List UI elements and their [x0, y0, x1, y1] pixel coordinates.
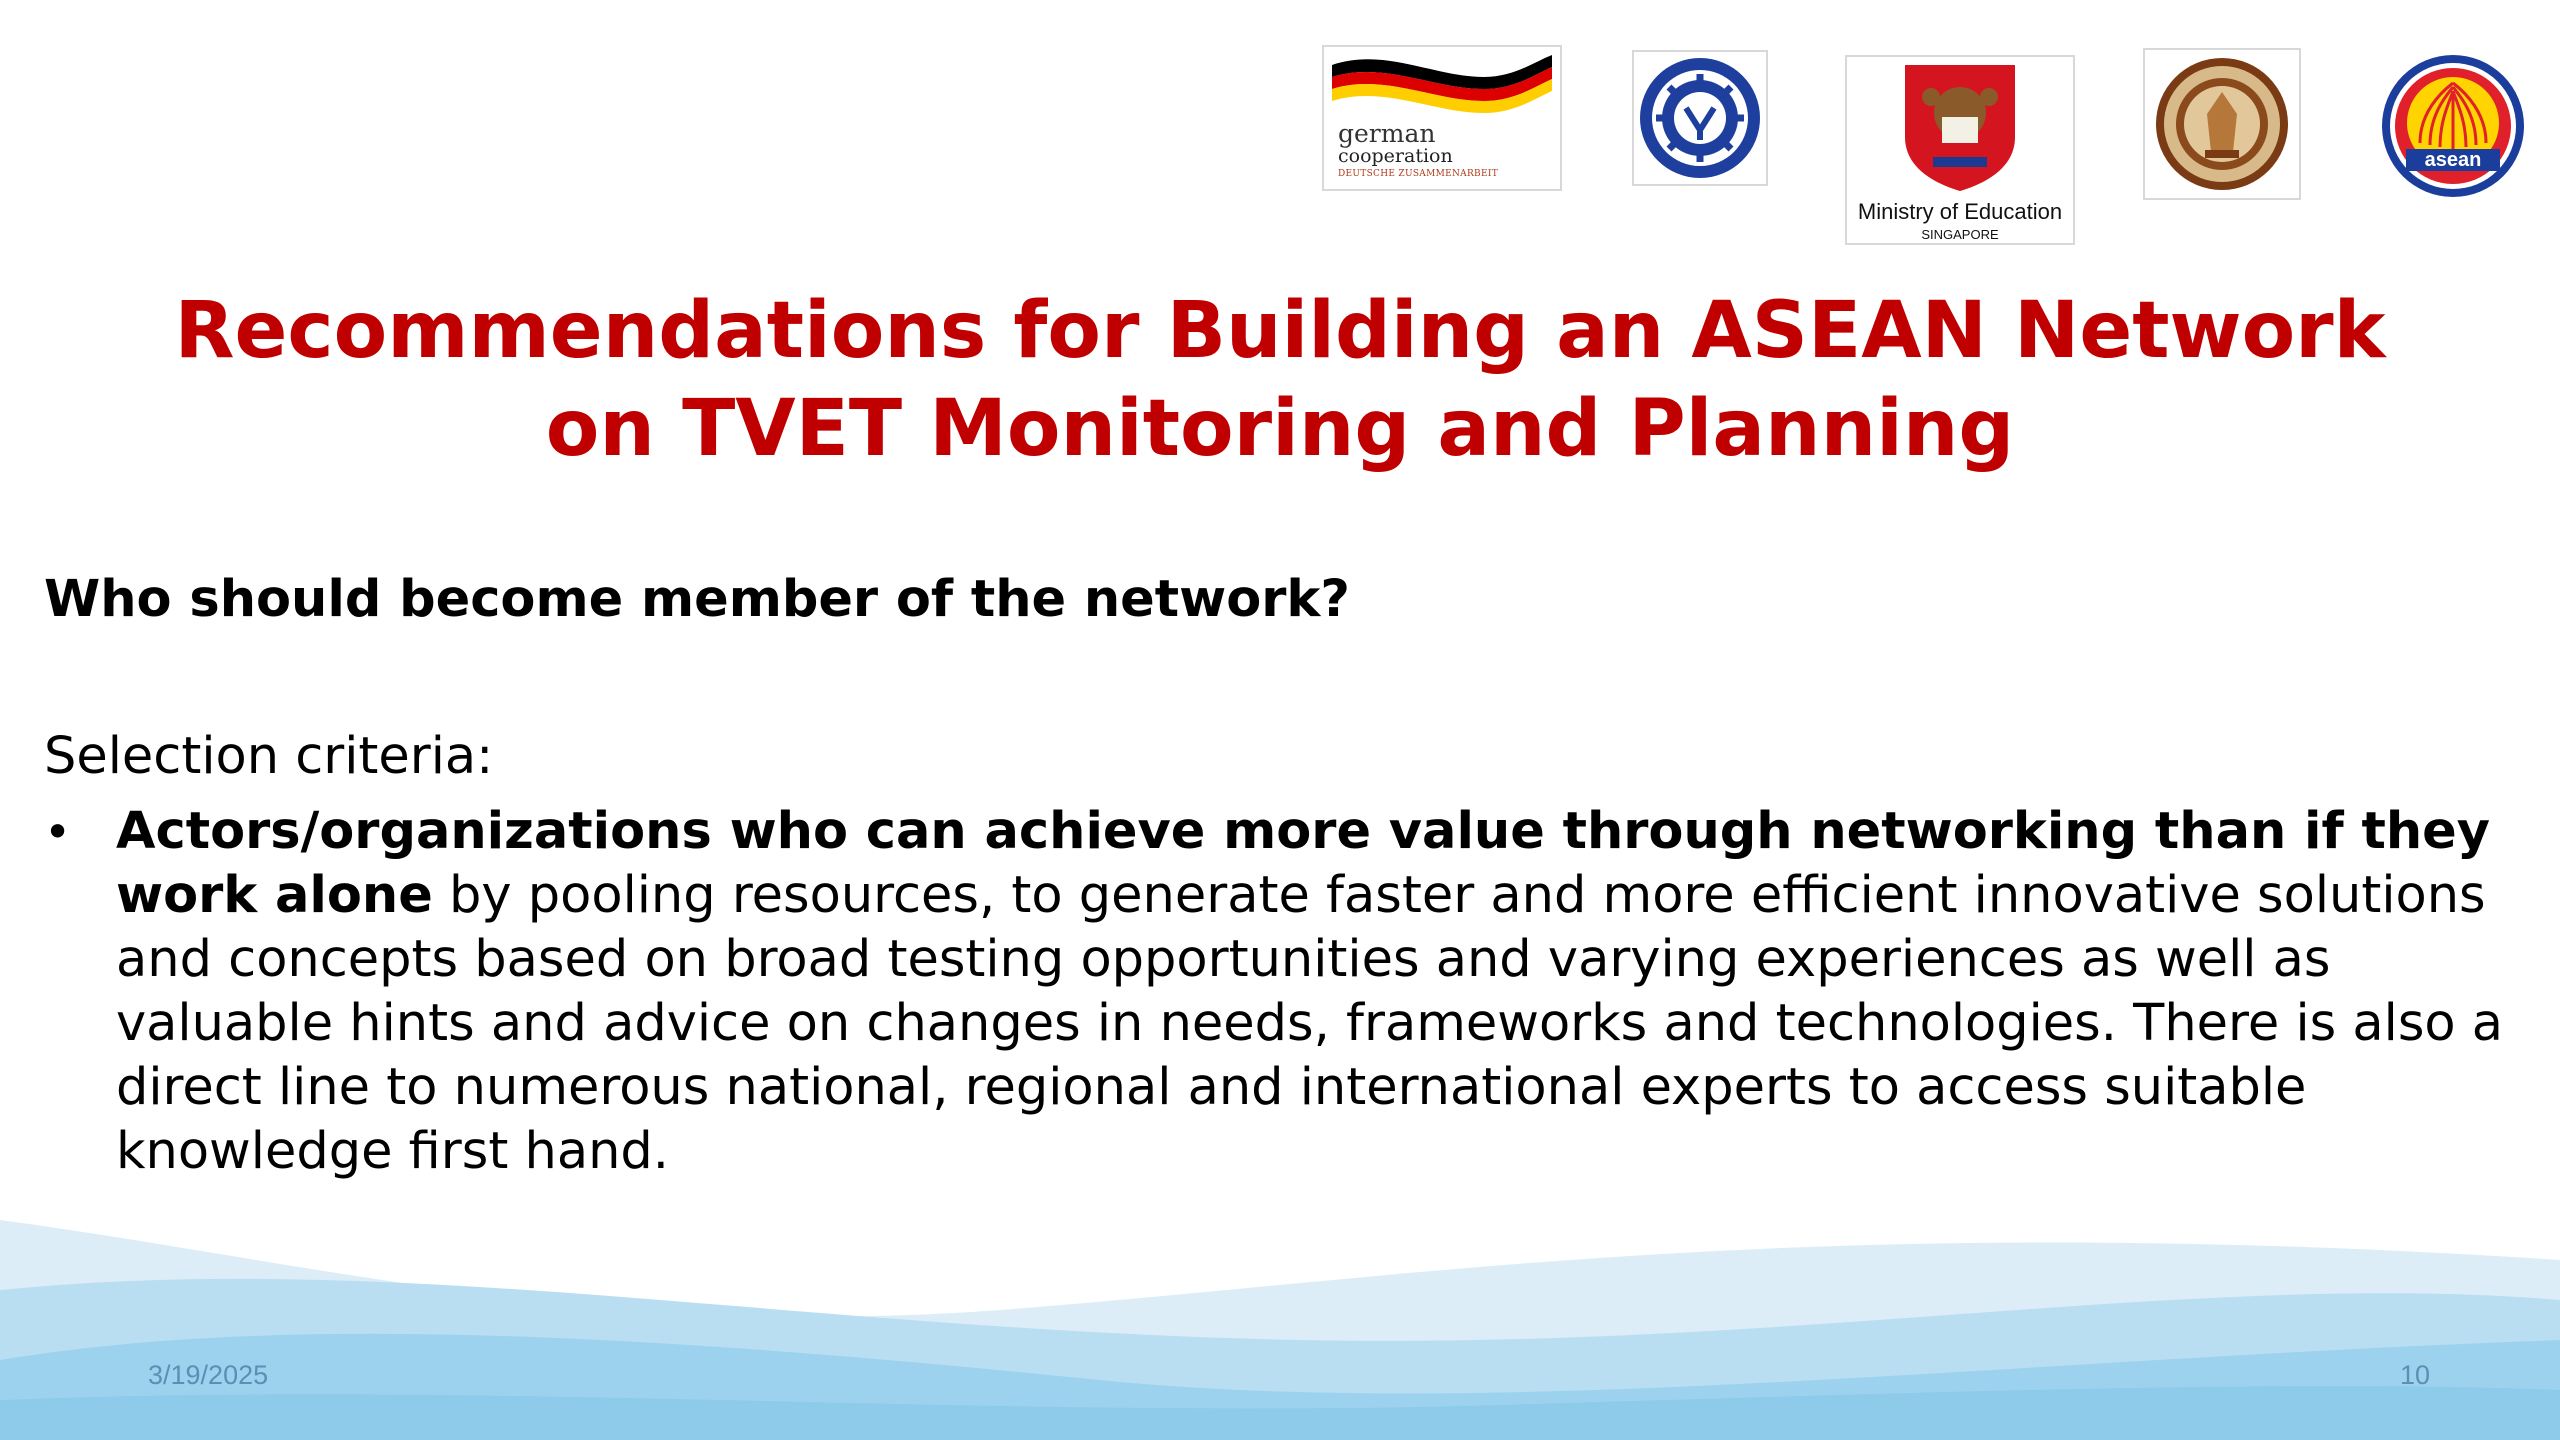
asean-logo-text: asean	[2424, 149, 2482, 171]
bullet-bold-text: Actors/organizations who can achieve more value through networking than if they work alone	[116, 802, 2490, 925]
slide-date: 3/19/2025	[148, 1360, 269, 1390]
asean-emblem-icon	[2380, 53, 2526, 199]
slide-title-line1: Recommendations for Building an ASEAN Network	[174, 286, 2386, 376]
thai-seal-icon	[2145, 50, 2299, 198]
asean-logo	[2380, 53, 2526, 199]
german-logo-line2: cooperation	[1338, 145, 1453, 167]
bullet-text	[116, 800, 2516, 1184]
german-logo-line3: DEUTSCHE ZUSAMMENARBEIT	[1338, 169, 1499, 179]
criteria-label: Selection criteria:	[44, 727, 494, 786]
slide-title-line2: on TVET Monitoring and Planning	[545, 384, 2015, 474]
tesda-logo	[1632, 50, 1768, 186]
slide-number: 10	[2399, 1360, 2430, 1390]
slide-title	[60, 282, 2500, 478]
tesda-seal-icon	[1634, 52, 1766, 184]
decorative-waves	[0, 1190, 2560, 1440]
thai-seal-logo	[2143, 48, 2301, 200]
moe-logo-line1: Ministry of Education	[1857, 199, 2063, 224]
german-flag-wave-icon	[1324, 47, 1560, 127]
german-logo-line1: german	[1338, 119, 1436, 148]
moe-crest-icon	[1847, 57, 2073, 197]
bullet-symbol: •	[44, 805, 72, 859]
german-cooperation-logo	[1322, 45, 1562, 191]
moe-logo-line2: SINGAPORE	[1921, 227, 1999, 242]
section-question: Who should become member of the network?	[44, 570, 1350, 629]
bullet-body-text: by pooling resources, to generate faster and more efficient innovative solutions and concepts based on broad testing opportunities and varying experiences as well as valuable hints and advice on changes in needs, frameworks and technologies. There is also a direct line to numerous national, regional and international experts to access suitable knowledge first hand.	[116, 866, 2504, 1181]
singapore-moe-logo	[1845, 55, 2075, 245]
